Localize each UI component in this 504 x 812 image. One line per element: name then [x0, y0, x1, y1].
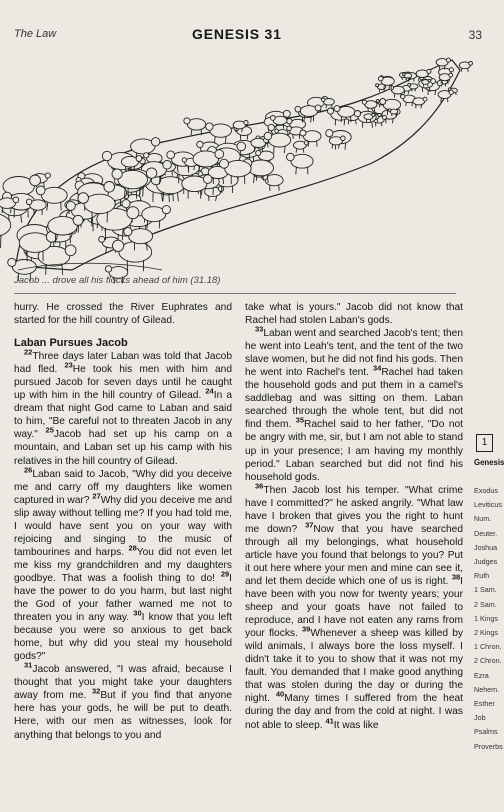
- animal-leg: [317, 141, 318, 147]
- chapter-marker: 1: [476, 434, 493, 452]
- verse-number: 40: [275, 690, 285, 700]
- book-index-item: Ruth: [474, 571, 490, 581]
- animal-leg: [311, 117, 312, 123]
- animal-head: [30, 175, 41, 186]
- animal-head: [203, 175, 212, 184]
- ground-line: [18, 263, 162, 270]
- continuation-text: hurry. He crossed the River Euphrates and started for the hill country of Gilead.: [14, 302, 232, 327]
- verse-number: 25: [45, 426, 54, 436]
- animal-head: [215, 150, 224, 159]
- right-text-column: [245, 301, 463, 732]
- animal-head: [124, 228, 132, 236]
- animal-leg: [62, 264, 63, 275]
- animal-head: [449, 68, 453, 72]
- verse-text: Jacob answered, "I was afraid, because I thought that you might take your daughters away from me.: [14, 664, 232, 702]
- animal-leg: [188, 166, 189, 171]
- animal-leg: [106, 247, 107, 253]
- animal-leg: [332, 144, 333, 149]
- animal-leg: [461, 68, 462, 72]
- animal-leg: [448, 80, 449, 84]
- animal-leg: [332, 105, 333, 109]
- animal-leg: [279, 185, 280, 191]
- animal-leg: [379, 105, 380, 108]
- animal-head: [389, 109, 392, 112]
- verse-number: 30: [133, 608, 142, 618]
- animal-head: [65, 245, 76, 256]
- animal-head: [184, 118, 190, 124]
- animal-head: [275, 129, 279, 133]
- animal-head: [431, 79, 436, 84]
- animal-leg: [222, 186, 223, 194]
- continuation-text: take what is yours." Jacob did not know that Rachel had stolen Laban's gods.: [245, 302, 463, 327]
- animal-leg: [418, 77, 419, 81]
- animal-head: [105, 266, 111, 272]
- book-index-item: 2 Chron.: [474, 656, 502, 666]
- illustration-caption: Jacob ... drove all his flocks ahead of him (31.18): [14, 275, 221, 286]
- verse-text: Jacob had set up his camp on a mountain, and Laban set up his camp with his relatives in the hill country of Gilead.: [14, 429, 233, 467]
- animal-head: [354, 111, 360, 117]
- verse-text: Then Jacob lost his temper. "What crime have I committed?" he asked angrily. "What law have I broken that gives you the right to hunt me down?: [245, 484, 463, 535]
- animal-leg: [147, 242, 148, 250]
- book-index-item: Deuter.: [474, 528, 498, 538]
- animal-head: [315, 105, 321, 111]
- book-index-item: Job: [474, 713, 486, 723]
- animal-leg: [194, 166, 195, 171]
- animal-head: [376, 84, 379, 87]
- animal-leg: [262, 147, 263, 152]
- animal-head: [408, 83, 411, 86]
- animal-leg: [303, 148, 304, 152]
- animal-head: [283, 110, 290, 117]
- verse-number: 28: [128, 543, 137, 553]
- verse-number: 31: [24, 660, 33, 670]
- animal-leg: [412, 89, 413, 92]
- animal-leg: [127, 260, 128, 271]
- animal-head: [327, 108, 333, 114]
- book-index-item: Judges: [474, 557, 498, 567]
- animal-head: [341, 136, 346, 141]
- verse-paragraph: [14, 660, 232, 741]
- animal-head: [73, 215, 83, 225]
- animal-head: [122, 200, 130, 208]
- animal-head: [256, 150, 261, 155]
- animal-head: [287, 119, 292, 124]
- verse-number: 33: [255, 324, 264, 334]
- verse-paragraph: [245, 324, 463, 484]
- animal-leg: [348, 120, 349, 125]
- verse-text: Rachel had taken the household gods and put them in a camel's saddlebag and was sitting on them. Laban searched through the whole tent, but did not find them.: [245, 367, 463, 431]
- animal-head: [162, 206, 170, 214]
- verse-text: It was like: [333, 719, 379, 731]
- verse-text: I have been with you now for twenty years; your sheep and your goats have not failed to reproduce, and I have not eaten any rams from your flocks.: [245, 575, 463, 640]
- book-index-item: 2 Sam.: [474, 599, 497, 609]
- verse-text: Why did you deceive me and slip away without telling me? If you had told me, I would have sent you on your way with rejoicing and singing to the music of tambourines and harps.: [14, 494, 232, 558]
- animal-head: [427, 69, 431, 73]
- verse-number: 38: [451, 572, 461, 582]
- page-number: 33: [468, 28, 482, 42]
- animal-leg: [61, 202, 62, 211]
- animal-leg: [47, 202, 48, 211]
- book-index-item: 2 Kings: [474, 628, 498, 638]
- animal-head: [469, 61, 473, 65]
- animal-leg: [439, 65, 440, 69]
- animal-head: [26, 199, 32, 205]
- animal-head: [167, 151, 175, 159]
- animal-leg: [422, 87, 423, 92]
- animal-head: [270, 116, 275, 121]
- flock-herd-drawing: [12, 48, 470, 273]
- animal-leg: [296, 148, 297, 152]
- animal-head: [104, 182, 115, 193]
- animal-leg: [214, 136, 215, 143]
- animal-head: [376, 100, 379, 103]
- animal-head: [287, 153, 295, 161]
- book-list: [474, 484, 503, 754]
- animal-head: [446, 58, 450, 62]
- verse-text: Many times I suffered from the heat during the day and from the cold at night. I was not able to sleep.: [245, 693, 463, 731]
- animal-head: [99, 236, 105, 242]
- animal-leg: [236, 128, 237, 132]
- animal-leg: [381, 122, 382, 126]
- animal-leg: [225, 136, 226, 143]
- verse-paragraph: [14, 347, 233, 467]
- animal-head: [8, 258, 16, 266]
- animal-leg: [254, 174, 255, 183]
- animal-head: [378, 76, 383, 81]
- verse-number: 29: [220, 569, 230, 579]
- verse-paragraph: [245, 481, 463, 732]
- animal-leg: [409, 78, 410, 81]
- animal-head: [220, 159, 229, 168]
- animal-head: [66, 201, 75, 210]
- animal-head: [300, 130, 306, 136]
- animal-head: [449, 90, 453, 94]
- caption-divider: [14, 293, 456, 294]
- verse-number: 26: [24, 465, 33, 475]
- verse-number: 24: [205, 386, 214, 396]
- verse-text: I know that you left because you were so anxious to get back home, but why did you steal my household gods?": [14, 612, 232, 663]
- animal-leg: [143, 186, 144, 196]
- animal-head: [326, 130, 333, 137]
- animal-head: [449, 73, 453, 77]
- verse-text: Whenever a sheep was killed by wild animals, I always bore the loss myself. I didn't take it to you to show that it was not my fault. You demanded that I make good anything that was stolen during the day or during the night.: [245, 628, 463, 705]
- animal-head: [362, 100, 366, 104]
- verse-number: 35: [295, 416, 304, 426]
- animal-leg: [296, 167, 297, 175]
- animal-head: [264, 132, 272, 140]
- animal-head: [268, 124, 274, 130]
- animal-head: [218, 186, 223, 191]
- book-index-item: 1 Chron.: [474, 642, 502, 652]
- animal-head: [287, 126, 292, 131]
- animal-leg: [191, 129, 192, 135]
- verse-number: 34: [372, 363, 382, 373]
- animal-leg: [356, 120, 357, 125]
- animal-head: [206, 123, 213, 130]
- animal-leg: [55, 233, 56, 243]
- animal-head: [136, 156, 142, 162]
- animal-head: [428, 79, 431, 82]
- book-index-item: Ezra: [474, 670, 489, 680]
- right-paragraphs: [245, 324, 463, 731]
- verse-text: Rachel said to her father, "Do not be angry with me, sir, but I am not able to stand up in your presence; I am having my monthly period." Laban searched but did not find his household gods.: [245, 419, 463, 483]
- verse-number: 22: [24, 347, 33, 357]
- animal-head: [244, 121, 248, 125]
- animal-head: [113, 240, 124, 251]
- animal-head: [237, 142, 246, 151]
- animal-leg: [344, 119, 345, 125]
- book-chapter-title: GENESIS 31: [192, 26, 282, 42]
- book-index-item: Joshua: [474, 542, 498, 552]
- verse-text: Three days later Laban was told that Jacob had fled.: [14, 351, 232, 376]
- animal-head: [102, 151, 111, 160]
- animal-head: [144, 153, 149, 158]
- current-book-label: Genesis: [474, 458, 504, 467]
- left-paragraphs: [14, 347, 233, 741]
- section-heading: Laban Pursues Jacob: [14, 337, 128, 350]
- verse-text: I have the power to do you harm, but last night the God of your father warned me not to threaten you in any way.: [14, 572, 232, 624]
- verse-text: You did not even let me kiss my grandchildren and my daughters goodbye. That was a foolish thing to do!: [14, 546, 232, 584]
- animal-head: [197, 141, 203, 147]
- verse-number: 23: [64, 360, 73, 370]
- animal-head: [383, 115, 387, 119]
- animal-leg: [468, 68, 469, 72]
- animal-leg: [366, 119, 367, 122]
- section-name: The Law: [14, 28, 57, 40]
- animal-leg: [351, 116, 352, 122]
- animal-head: [321, 98, 325, 102]
- animal-head: [401, 95, 405, 99]
- animal-leg: [341, 116, 342, 122]
- book-index-item: Psalms: [474, 727, 498, 737]
- verse-text: He took his men with him and pursued Jacob for seven days until he caught up with him in the hill country of Gilead.: [14, 364, 232, 402]
- animal-head: [334, 106, 340, 112]
- book-index-item: Exodus: [474, 486, 498, 495]
- animal-leg: [177, 192, 178, 201]
- animal-head: [78, 193, 89, 204]
- animal-head: [127, 207, 139, 219]
- book-index-item: Nehem.: [474, 684, 500, 694]
- verse-text: But if you find that anyone here has your gods, he will be put to death. Here, with our men as witnesses, look for anything that belongs to you and: [14, 690, 232, 741]
- book-index-item: Leviticus: [474, 500, 502, 510]
- verse-text: In a dream that night God came to Laban and said to him, "Be careful not to threaten Jacob in any way.": [14, 390, 232, 441]
- animal-leg: [21, 214, 22, 222]
- verse-number: 39: [301, 624, 311, 634]
- book-index-item: Proverbs: [474, 741, 503, 751]
- animal-head: [403, 73, 406, 76]
- verse-number: 36: [255, 481, 264, 491]
- animal-leg: [372, 122, 373, 128]
- animal-leg: [408, 78, 409, 81]
- animal-leg: [441, 98, 442, 102]
- animal-head: [36, 186, 45, 195]
- animal-leg: [44, 182, 45, 187]
- book-index-item: 1 Kings: [474, 613, 498, 623]
- verse-text: Now that you have searched through all my belongings, what household article have you found that belongs to you? Put it out here where your men and mine can see it, and let them decide which one of us is right.: [245, 523, 463, 587]
- verse-text: Laban went and searched Jacob's tent; then he went into Leah's tent, and the tent of the two slave women, but he did not find his gods. Then he went into Rachel's tent.: [245, 328, 463, 379]
- animal-leg: [159, 220, 160, 228]
- verse-paragraph: [14, 465, 232, 664]
- book-index-item: Esther: [474, 699, 495, 709]
- animal-head: [163, 161, 172, 170]
- animal-head: [112, 169, 122, 179]
- book-index-item: Num.: [474, 514, 492, 524]
- animal-leg: [1, 235, 2, 248]
- book-index-item: 1 Sam.: [474, 585, 497, 595]
- verse-number: 32: [91, 686, 101, 696]
- verse-number: 37: [305, 520, 314, 530]
- verse-number: 27: [92, 491, 101, 501]
- running-header: [14, 26, 486, 46]
- animal-head: [13, 197, 19, 203]
- animal-head: [146, 168, 156, 178]
- animal-leg: [384, 85, 385, 90]
- animal-head: [182, 158, 186, 162]
- animal-head: [151, 138, 159, 146]
- left-text-column: [14, 301, 232, 742]
- animal-head: [372, 113, 375, 116]
- animal-head: [45, 173, 50, 178]
- animal-leg: [267, 143, 268, 147]
- animal-head: [423, 97, 427, 101]
- animal-leg: [293, 134, 294, 139]
- verse-text: Laban said to Jacob, "Why did you deceive me and carry off my daughters like women captured in war?: [14, 468, 232, 506]
- verse-number: 41: [325, 716, 334, 726]
- animal-leg: [172, 171, 173, 176]
- illustration: [12, 48, 470, 296]
- animal-head: [380, 99, 386, 105]
- animal-head: [378, 113, 381, 116]
